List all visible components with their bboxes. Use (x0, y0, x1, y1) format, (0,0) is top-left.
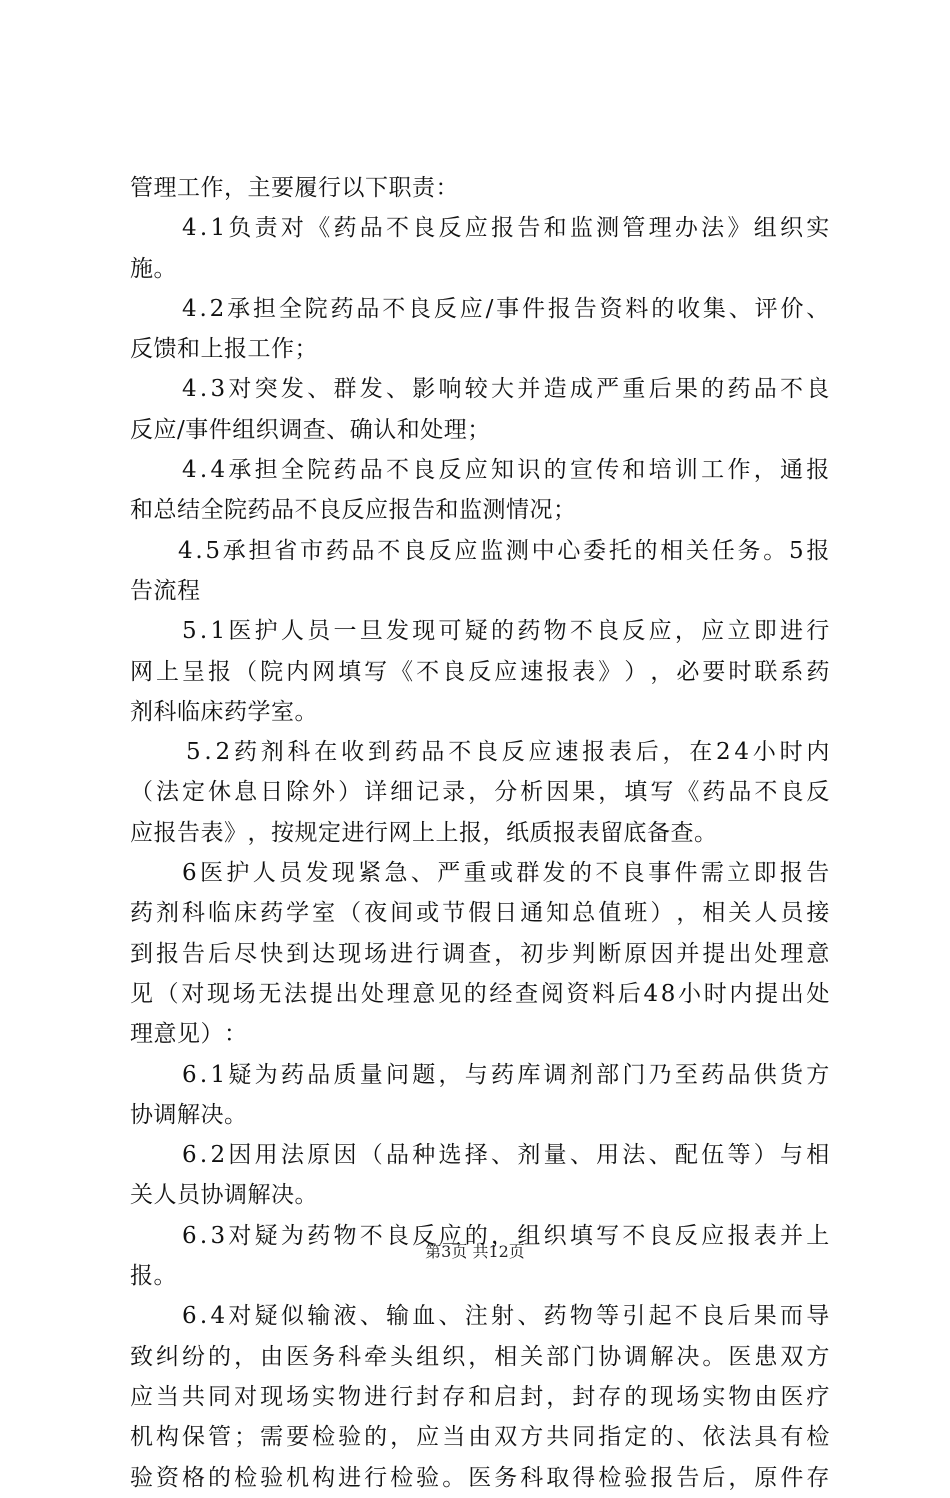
text-line: 施 。 (130, 255, 177, 282)
text-line: 6 . 4 对 疑 似 输 液 、 输 血 、 注 射 、 药 物 等 引 起 不 良 后 果 而 导 (182, 1303, 830, 1330)
text-line: 5 . 2 药 剂 科 在 收 到 药 品 不 良 反 应 速 报 表 后 ， 在 2 4 小 时 内 (186, 739, 830, 766)
text-line: 6 . 3 对 疑 为 药 物 不 良 反 应 的 ， 组 织 填 写 不 良 反 应 报 表 并 上 (182, 1222, 830, 1249)
text-line: 应 报 告 表 》 ， 按 规 定 进 行 网 上 上 报 ， 纸 质 报 表 留 底 备 查 。 (130, 819, 718, 846)
text-line: 反 馈 和 上 报 工 作 ； (130, 336, 318, 363)
text-line: 管 理 工 作 ， 主 要 履 行 以 下 职 责 ： (130, 175, 459, 201)
text-line: 4 . 2 承 担 全 院 药 品 不 良 反 应 / 事 件 报 告 资 料 的 收 集 、 评 价 、 (182, 295, 830, 322)
text-line: 4 . 3 对 突 发 、 群 发 、 影 响 较 大 并 造 成 严 重 后 果 的 药 品 不 良 (182, 376, 830, 403)
page-footer: 第3页 共12页 (425, 1242, 525, 1261)
text-line: 报 。 (130, 1263, 177, 1290)
text-line: 协 调 解 决 。 (130, 1101, 248, 1128)
text-line: 理 意 见 ） ： (130, 1021, 248, 1048)
text-line: 告 流 程 (130, 577, 201, 604)
text-line: 反 应 / 事 件 组 织 调 查 、 确 认 和 处 理 ； (130, 416, 491, 443)
text-line: 剂 科 临 床 药 学 室 。 (130, 698, 318, 725)
text-line: 4 . 1 负 责 对 《 药 品 不 良 反 应 报 告 和 监 测 管 理 办 法 》 组 织 实 (182, 215, 830, 242)
text-line: 机 构 保 管 ； 需 要 检 验 的 ， 应 当 由 双 方 共 同 指 定 的 、 依 法 具 有 检 (130, 1424, 830, 1451)
text-line: 4 . 5 承 担 省 市 药 品 不 良 反 应 监 测 中 心 委 托 的 相 关 任 务 。 5 报 (178, 537, 830, 564)
text-line: 应 当 共 同 对 现 场 实 物 进 行 封 存 和 启 封 ， 封 存 的 现 场 实 物 由 医 疗 (130, 1383, 830, 1410)
text-line: 见 （ 对 现 场 无 法 提 出 处 理 意 见 的 经 查 阅 资 料 后 4 8 小 时 内 提 出 处 (130, 980, 830, 1007)
text-line: 5 . 1 医 护 人 员 一 旦 发 现 可 疑 的 药 物 不 良 反 应 ， 应 立 即 进 行 (182, 618, 830, 645)
text-line: （ 法 定 休 息 日 除 外 ） 详 细 记 录 ， 分 析 因 果 ， 填 写 《 药 品 不 良 反 (130, 779, 830, 806)
text-line: 6 医 护 人 员 发 现 紧 急 、 严 重 或 群 发 的 不 良 事 件 需 立 即 报 告 (182, 860, 830, 887)
text-line: 致 纠 纷 的 ， 由 医 务 科 牵 头 组 织 ， 相 关 部 门 协 调 解 决 。 医 患 双 方 (130, 1343, 830, 1370)
text-line: 网 上 呈 报 （ 院 内 网 填 写 《 不 良 反 应 速 报 表 》 ） ， 必 要 时 联 系 药 (130, 658, 830, 685)
text-line: 到 报 告 后 尽 快 到 达 现 场 进 行 调 查 ， 初 步 判 断 原 因 并 提 出 处 理 意 (130, 940, 830, 967)
document-body (130, 168, 830, 1498)
text-line: 和 总 结 全 院 药 品 不 良 反 应 报 告 和 监 测 情 况 ； (130, 497, 577, 524)
text-line: 6 . 2 因 用 法 原 因 （ 品 种 选 择 、 剂 量 、 用 法 、 配 伍 等 ） 与 相 (182, 1142, 830, 1169)
text-line: 4 . 4 承 担 全 院 药 品 不 良 反 应 知 识 的 宣 传 和 培 训 工 作 ， 通 报 (182, 457, 830, 484)
text-line: 关 人 员 协 调 解 决 。 (130, 1182, 318, 1209)
text-line: 药 剂 科 临 床 药 学 室 （ 夜 间 或 节 假 日 通 知 总 值 班 ） ， 相 关 人 员 接 (130, 900, 830, 927)
text-line: 验 资 格 的 检 验 机 构 进 行 检 验 。 医 务 科 取 得 检 验 报 告 后 ， 原 件 存 (130, 1464, 830, 1491)
text-line: 6 . 1 疑 为 药 品 质 量 问 题 ， 与 药 库 调 剂 部 门 乃 至 药 品 供 货 方 (182, 1061, 830, 1088)
